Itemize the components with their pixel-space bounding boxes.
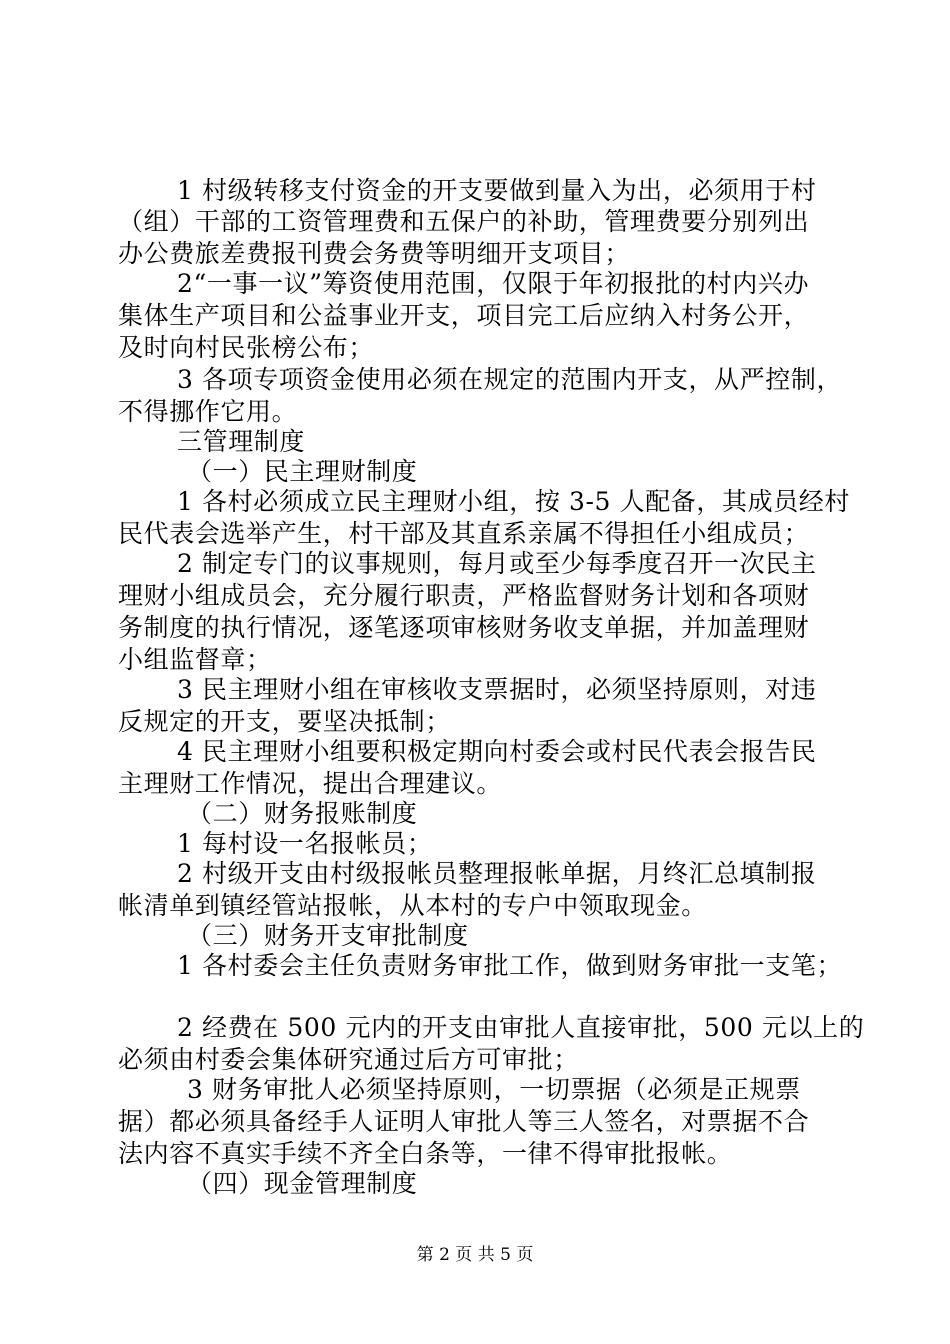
text-line: 2 村级开支由村级报帐员整理报帐单据，月终汇总填制报: [177, 859, 817, 888]
text-line: 民代表会选举产生，村干部及其直系亲属不得担任小组成员；: [118, 519, 810, 548]
text-line: 反规定的开支，要坚决抵制；: [118, 707, 451, 736]
text-line: 1 每村设一名报帐员；: [177, 829, 433, 858]
text-line: （二）财务报账制度: [187, 799, 418, 828]
text-line: 及时向村民张榜公布；: [118, 333, 375, 362]
text-line: 3 民主理财小组在审核收支票据时，必须坚持原则，对违: [177, 675, 817, 704]
text-line: 帐清单到镇经管站报帐，从本村的专户中领取现金。: [118, 891, 707, 920]
text-line: 务制度的执行情况，逐笔逐项审核财务收支单据，并加盖理财: [118, 613, 810, 642]
text-line: 4 民主理财小组要积极定期向村委会或村民代表会报告民: [177, 737, 817, 766]
text-line: （三）财务开支审批制度: [187, 921, 469, 950]
text-line: 2 制定专门的议事规则，每月或至少每季度召开一次民主: [177, 549, 817, 578]
text-line: 主理财工作情况，提出合理建议。: [118, 769, 503, 798]
text-line: 1 村级转移支付资金的开支要做到量入为出，必须用于村: [177, 176, 817, 205]
text-line: 据）都必须具备经手人证明人审批人等三人签名，对票据不合: [118, 1107, 810, 1136]
text-line: 必须由村委会集体研究通过后方可审批；: [118, 1045, 579, 1074]
text-line: 不得挪作它用。: [118, 397, 298, 426]
text-line: 小组监督章；: [118, 645, 272, 674]
text-line: 集体生产项目和公益事业开支，项目完工后应纳入村务公开，: [118, 301, 810, 330]
text-line: 3 财务审批人必须坚持原则，一切票据（必须是正规票: [187, 1075, 801, 1104]
text-line: 法内容不真实手续不齐全白条等，一律不得审批报帐。: [118, 1139, 733, 1168]
text-line: 2“一事一议”筹资使用范围，仅限于年初报批的村内兴办: [177, 269, 810, 298]
text-line: 理财小组成员会，充分履行职责，严格监督财务计划和各项财: [118, 581, 810, 610]
text-line: 2 经费在 500 元内的开支由审批人直接审批，500 元以上的: [177, 1013, 865, 1042]
text-line: 3 各项专项资金使用必须在规定的范围内开支，从严控制，: [177, 365, 843, 394]
text-line: （一）民主理财制度: [187, 457, 418, 486]
page-footer: 第 2 页 共 5 页: [416, 1245, 534, 1265]
text-line: （四）现金管理制度: [187, 1169, 418, 1198]
text-line: 办公费旅差费报刊费会务费等明细开支项目；: [118, 239, 631, 268]
text-line: （组）干部的工资管理费和五保户的补助，管理费要分别列出: [118, 207, 810, 236]
text-line: 1 各村委会主任负责财务审批工作，做到财务审批一支笔；: [177, 951, 843, 980]
text-line: 1 各村必须成立民主理财小组，按 3-5 人配备，其成员经村: [177, 487, 851, 516]
text-line: 三管理制度: [177, 427, 306, 456]
